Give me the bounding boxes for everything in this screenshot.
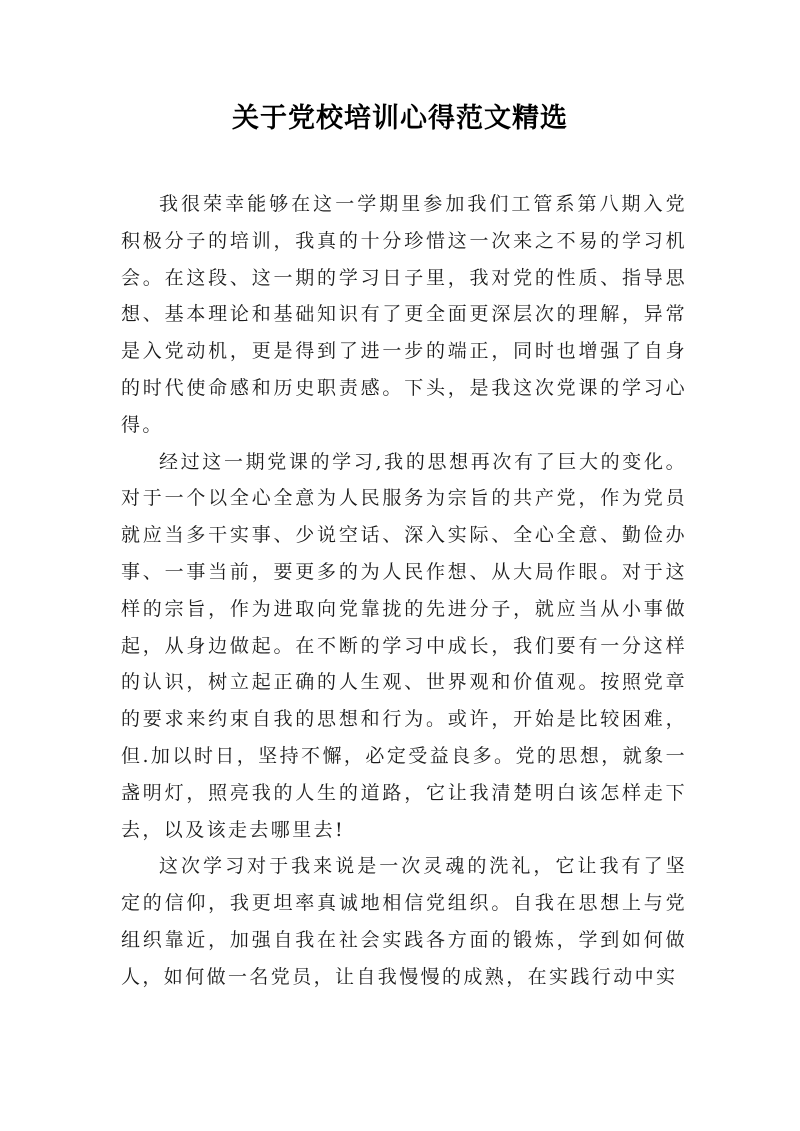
- document-title: 关于党校培训心得范文精选: [232, 103, 568, 134]
- paragraph-3: 这次学习对于我来说是一次灵魂的洗礼，它让我有了坚定的信仰，我更坦率真诚地相信党组织。自我在思想上与党组织靠近，加强自我在社会实践各方面的锻炼，学到如何做人，如何做一名党员，让自我慢慢的成熟，在实践行动中实: [121, 855, 687, 988]
- paragraph-1: 我很荣幸能够在这一学期里参加我们工管系第八期入党积极分子的培训，我真的十分珍惜这一次来之不易的学习机会。在这段、这一期的学习日子里，我对党的性质、指导思想、基本理论和基础知识有了更全面更深层次的理解，异常是入党动机，更是得到了进一步的端正，同时也增强了自身的时代使命感和历史职责感。下头，是我这次党课的学习心得。: [121, 193, 687, 436]
- paragraph-2: 经过这一期党课的学习,我的思想再次有了巨大的变化。对于一个以全心全意为人民服务为宗旨的共产党，作为党员就应当多干实事、少说空话、深入实际、全心全意、勤俭办事、一事当前，要更多的为人民作想、从大局作眼。对于这样的宗旨，作为进取向党靠拢的先进分子，就应当从小事做起，从身边做起。在不断的学习中成长，我们要有一分这样的认识，树立起正确的人生观、世界观和价值观。按照党章的要求来约束自我的思想和行为。或许，开始是比较困难，但.加以时日，坚持不懈，必定受益良多。党的思想，就象一盏明灯，照亮我的人生的道路，它让我清楚明白该怎样走下去，以及该走去哪里去!: [121, 450, 687, 841]
- document-body: [121, 186, 687, 996]
